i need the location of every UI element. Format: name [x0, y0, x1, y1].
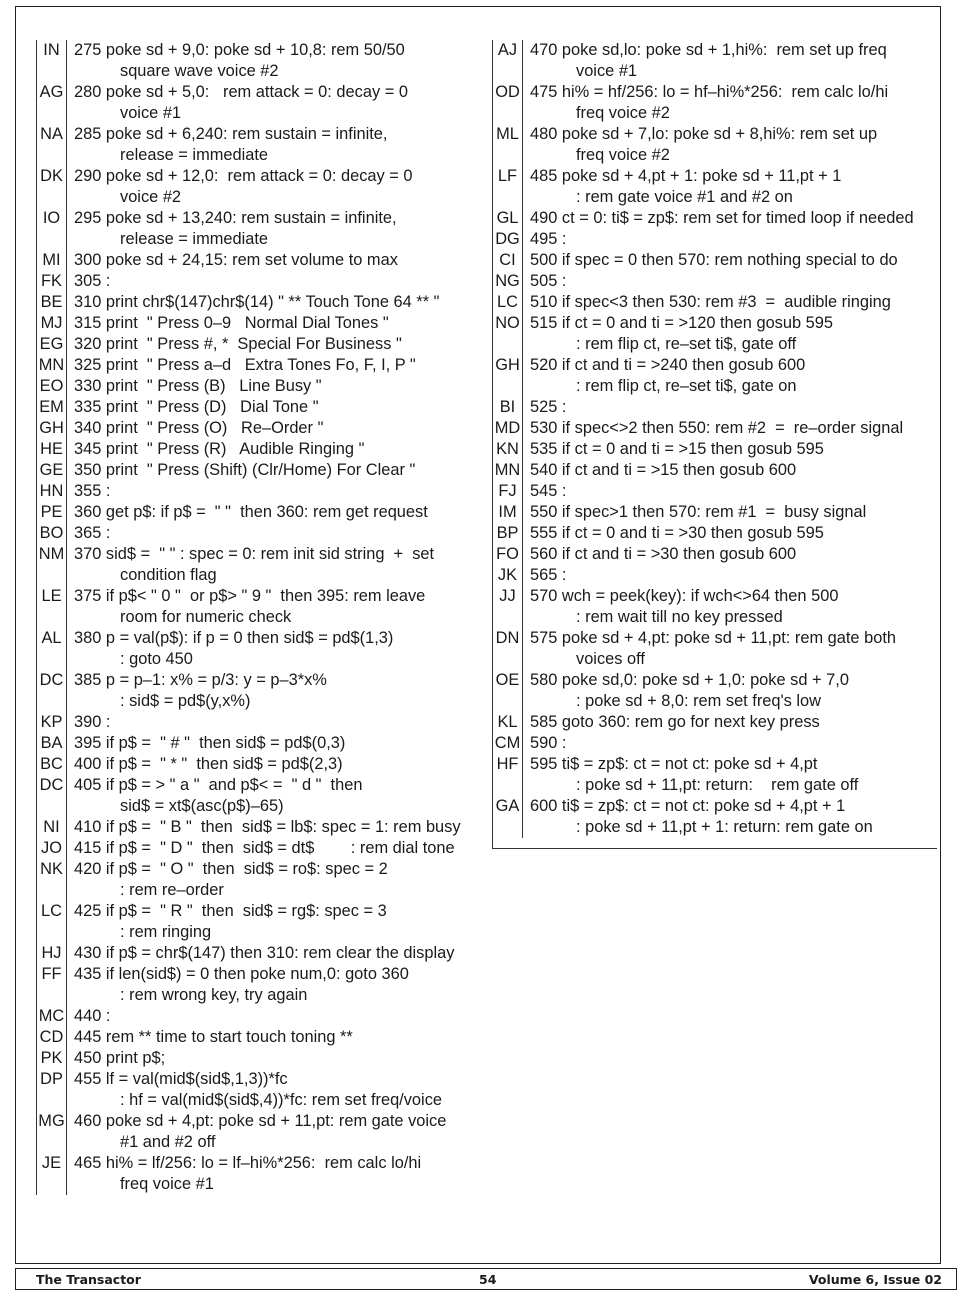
code-line: [523, 271, 937, 292]
code-line: [67, 481, 481, 502]
code-line: [523, 124, 937, 166]
checksum-code: MN: [37, 355, 67, 376]
checksum-code: EO: [37, 376, 67, 397]
checksum-code: NO: [493, 313, 523, 355]
code-line-text: 350 print " Press (Shift) (Clr/Home) For Clear ": [74, 461, 416, 479]
checksum-code: LC: [493, 292, 523, 313]
code-line-text: 275 poke sd + 9,0: poke sd + 10,8: rem 50/50: [74, 41, 405, 59]
checksum-code: GH: [37, 418, 67, 439]
code-line: [67, 670, 481, 712]
code-line: [523, 796, 937, 838]
code-line-text: 310 print chr$(147)chr$(14) " ** Touch Tone 64 ** ": [74, 293, 440, 311]
code-line-text: 585 goto 360: rem go for next key press: [530, 713, 820, 731]
code-line-text: 595 ti$ = zp$: ct = not ct: poke sd + 4,pt: [530, 755, 818, 773]
code-line-continuation: release = immediate: [120, 146, 269, 164]
checksum-code: DP: [37, 1069, 67, 1111]
checksum-code: HN: [37, 481, 67, 502]
checksum-code: JE: [37, 1153, 67, 1195]
code-line-text: 460 poke sd + 4,pt: poke sd + 11,pt: rem gate voice: [74, 1112, 447, 1130]
code-line-text: 420 if p$ = " O " then sid$ = ro$: spec = 2: [74, 860, 388, 878]
code-line: [67, 1069, 481, 1111]
checksum-code: BI: [493, 397, 523, 418]
code-line: [67, 1048, 481, 1069]
code-line-text: 300 poke sd + 24,15: rem set volume to max: [74, 251, 398, 269]
code-line-text: 440 :: [74, 1007, 111, 1025]
code-line-text: 575 poke sd + 4,pt: poke sd + 11,pt: rem gate both: [530, 629, 897, 647]
checksum-code: IM: [493, 502, 523, 523]
code-line: [67, 439, 481, 460]
code-line-text: 565 :: [530, 566, 567, 584]
code-line-text: 555 if ct = 0 and ti = >30 then gosub 595: [530, 524, 824, 542]
checksum-code: LC: [37, 901, 67, 943]
checksum-code: CD: [37, 1027, 67, 1048]
checksum-code: NK: [37, 859, 67, 901]
code-line-text: 415 if p$ = " D " then sid$ = dt$ : rem dial tone: [74, 839, 455, 857]
code-line-text: 550 if spec>1 then 570: rem #1 = busy signal: [530, 503, 867, 521]
code-line: [67, 460, 481, 481]
code-line-text: 365 :: [74, 524, 111, 542]
code-line: [523, 628, 937, 670]
checksum-code: HF: [493, 754, 523, 796]
code-line-continuation: voice #1: [576, 62, 638, 80]
code-line-continuation: release = immediate: [120, 230, 269, 248]
code-line: [67, 628, 481, 670]
checksum-code: IO: [37, 208, 67, 250]
checksum-code: MI: [37, 250, 67, 271]
code-line-text: 335 print " Press (D) Dial Tone ": [74, 398, 319, 416]
checksum-code: DC: [37, 775, 67, 817]
code-line-text: 560 if ct and ti = >30 then gosub 600: [530, 545, 797, 563]
code-line-continuation: : sid$ = pd$(y,x%): [120, 692, 251, 710]
code-line-text: 400 if p$ = " * " then sid$ = pd$(2,3): [74, 755, 343, 773]
code-line: [67, 292, 481, 313]
checksum-code: NA: [37, 124, 67, 166]
code-line-text: 355 :: [74, 482, 111, 500]
code-line: [523, 565, 937, 586]
code-line-continuation: voice #1: [120, 104, 182, 122]
issue-label: Volume 6, Issue 02: [808, 1272, 942, 1287]
code-line: [67, 502, 481, 523]
code-line-text: 525 :: [530, 398, 567, 416]
code-line: [67, 943, 481, 964]
code-line-text: 530 if spec<>2 then 550: rem #2 = re–order signal: [530, 419, 904, 437]
code-line: [67, 817, 481, 838]
checksum-code: HJ: [37, 943, 67, 964]
code-line-text: 470 poke sd,lo: poke sd + 1,hi%: rem set up freq: [530, 41, 887, 59]
page-footer: [15, 1268, 957, 1290]
code-line: [67, 544, 481, 586]
checksum-code: MC: [37, 1006, 67, 1027]
code-line-continuation: sid$ = xt$(asc(p$)–65): [120, 797, 284, 815]
code-line: [67, 712, 481, 733]
code-line: [523, 40, 937, 82]
code-line-text: 360 get p$: if p$ = " " then 360: rem get request: [74, 503, 428, 521]
code-line-continuation: voices off: [576, 650, 645, 668]
checksum-code: NI: [37, 817, 67, 838]
checksum-code: BA: [37, 733, 67, 754]
code-line-continuation: freq voice #1: [120, 1175, 214, 1193]
code-line-continuation: #1 and #2 off: [120, 1133, 216, 1151]
checksum-code: MG: [37, 1111, 67, 1153]
checksum-code: KN: [493, 439, 523, 460]
checksum-code: CM: [493, 733, 523, 754]
checksum-code: JK: [493, 565, 523, 586]
code-line-continuation: square wave voice #2: [120, 62, 279, 80]
code-line-continuation: freq voice #2: [576, 146, 670, 164]
code-line-text: 600 ti$ = zp$: ct = not ct: poke sd + 4,pt + 1: [530, 797, 846, 815]
code-line-text: 475 hi% = hf/256: lo = hf–hi%*256: rem calc lo/hi: [530, 83, 889, 101]
checksum-code: OD: [493, 82, 523, 124]
code-line-continuation: : rem ringing: [120, 923, 212, 941]
code-line-text: 405 if p$ = > " a " and p$< = " d " then: [74, 776, 363, 794]
code-line-text: 485 poke sd + 4,pt + 1: poke sd + 11,pt + 1: [530, 167, 842, 185]
code-line-text: 380 p = val(p$): if p = 0 then sid$ = pd$(1,3): [74, 629, 394, 647]
checksum-code: BP: [493, 523, 523, 544]
code-line: [523, 502, 937, 523]
code-line: [523, 208, 937, 229]
checksum-code: FO: [493, 544, 523, 565]
checksum-code: BO: [37, 523, 67, 544]
code-line-text: 590 :: [530, 734, 567, 752]
code-line: [523, 313, 937, 355]
code-listing-right: [492, 40, 937, 849]
code-line: [67, 523, 481, 544]
code-line-text: 340 print " Press (O) Re–Order ": [74, 419, 324, 437]
code-line: [523, 229, 937, 250]
code-line: [523, 355, 937, 397]
code-line: [67, 82, 481, 124]
checksum-code: FK: [37, 271, 67, 292]
code-line: [67, 334, 481, 355]
checksum-code: OE: [493, 670, 523, 712]
checksum-code: LE: [37, 586, 67, 628]
code-line-text: 495 :: [530, 230, 567, 248]
checksum-code: GE: [37, 460, 67, 481]
code-line-text: 450 print p$;: [74, 1049, 166, 1067]
listing-left-column: [36, 40, 481, 1195]
code-line-text: 505 :: [530, 272, 567, 290]
code-line: [523, 670, 937, 712]
code-line-text: 385 p = p–1: x% = p/3: y = p–3*x%: [74, 671, 327, 689]
code-line-text: 570 wch = peek(key): if wch<>64 then 500: [530, 587, 839, 605]
code-line: [523, 481, 937, 502]
code-line: [67, 376, 481, 397]
code-line: [67, 1111, 481, 1153]
code-line-text: 430 if p$ = chr$(147) then 310: rem clear the display: [74, 944, 455, 962]
code-line-continuation: : poke sd + 11,pt: return: rem gate off: [576, 776, 859, 794]
code-line-continuation: : rem wrong key, try again: [120, 986, 308, 1004]
code-line: [67, 775, 481, 817]
code-line-text: 295 poke sd + 13,240: rem sustain = infinite,: [74, 209, 397, 227]
code-line: [67, 313, 481, 334]
code-line: [67, 586, 481, 628]
code-line-continuation: : poke sd + 8,0: rem set freq's low: [576, 692, 822, 710]
code-line-continuation: : rem flip ct, re–set ti$, gate on: [576, 377, 797, 395]
checksum-code: ML: [493, 124, 523, 166]
checksum-code: HE: [37, 439, 67, 460]
checksum-code: GH: [493, 355, 523, 397]
checksum-code: NM: [37, 544, 67, 586]
checksum-code: EM: [37, 397, 67, 418]
code-line-continuation: : rem gate voice #1 and #2 on: [576, 188, 793, 206]
code-line-continuation: room for numeric check: [120, 608, 292, 626]
checksum-code: NG: [493, 271, 523, 292]
code-line-text: 540 if ct and ti = >15 then gosub 600: [530, 461, 797, 479]
code-line: [523, 586, 937, 628]
code-line: [523, 439, 937, 460]
checksum-code: FJ: [493, 481, 523, 502]
code-line: [67, 1006, 481, 1027]
code-line-continuation: : rem wait till no key pressed: [576, 608, 783, 626]
publication-name: The Transactor: [36, 1272, 141, 1287]
page-number: 54: [479, 1272, 497, 1287]
code-line-text: 455 lf = val(mid$(sid$,1,3))*fc: [74, 1070, 288, 1088]
code-line-continuation: : rem flip ct, re–set ti$, gate off: [576, 335, 797, 353]
code-line-text: 325 print " Press a–d Extra Tones Fo, F, I, P ": [74, 356, 416, 374]
code-line: [523, 82, 937, 124]
code-line-text: 510 if spec<3 then 530: rem #3 = audible ringing: [530, 293, 891, 311]
code-line: [523, 250, 937, 271]
checksum-code: AG: [37, 82, 67, 124]
code-line-text: 490 ct = 0: ti$ = zp$: rem set for timed loop if needed: [530, 209, 914, 227]
code-line-continuation: : hf = val(mid$(sid$,4))*fc: rem set freq/voice: [120, 1091, 443, 1109]
code-line: [67, 1027, 481, 1048]
code-line: [67, 208, 481, 250]
checksum-code: DN: [493, 628, 523, 670]
code-line: [523, 166, 937, 208]
code-line-text: 580 poke sd,0: poke sd + 1,0: poke sd + 7,0: [530, 671, 849, 689]
code-line: [523, 733, 937, 754]
code-line-continuation: condition flag: [120, 566, 217, 584]
code-line-text: 515 if ct = 0 and ti = >120 then gosub 595: [530, 314, 834, 332]
code-line-text: 435 if len(sid$) = 0 then poke num,0: goto 360: [74, 965, 409, 983]
code-line: [523, 523, 937, 544]
checksum-code: MN: [493, 460, 523, 481]
checksum-code: DG: [493, 229, 523, 250]
code-line: [67, 397, 481, 418]
checksum-code: KL: [493, 712, 523, 733]
code-line: [67, 124, 481, 166]
checksum-code: BE: [37, 292, 67, 313]
code-line-text: 520 if ct and ti = >240 then gosub 600: [530, 356, 806, 374]
checksum-code: FF: [37, 964, 67, 1006]
code-line-text: 410 if p$ = " B " then sid$ = lb$: spec = 1: rem busy: [74, 818, 461, 836]
checksum-code: MD: [493, 418, 523, 439]
code-line: [67, 859, 481, 901]
code-line-text: 370 sid$ = " " : spec = 0: rem init sid string + set: [74, 545, 435, 563]
code-line-text: 285 poke sd + 6,240: rem sustain = infinite,: [74, 125, 388, 143]
code-line: [67, 901, 481, 943]
code-line: [67, 40, 481, 82]
checksum-code: GL: [493, 208, 523, 229]
checksum-code: DC: [37, 670, 67, 712]
code-line-text: 465 hi% = lf/256: lo = lf–hi%*256: rem calc lo/hi: [74, 1154, 422, 1172]
code-line: [523, 754, 937, 796]
code-line-text: 330 print " Press (B) Line Busy ": [74, 377, 322, 395]
checksum-code: DK: [37, 166, 67, 208]
code-line-text: 500 if spec = 0 then 570: rem nothing special to do: [530, 251, 898, 269]
code-line: [67, 418, 481, 439]
checksum-code: KP: [37, 712, 67, 733]
checksum-code: EG: [37, 334, 67, 355]
code-line-text: 280 poke sd + 5,0: rem attack = 0: decay = 0: [74, 83, 408, 101]
code-line-continuation: freq voice #2: [576, 104, 670, 122]
checksum-code: JJ: [493, 586, 523, 628]
code-line: [67, 355, 481, 376]
checksum-code: AL: [37, 628, 67, 670]
code-line-text: 535 if ct = 0 and ti = >15 then gosub 595: [530, 440, 824, 458]
code-line-text: 425 if p$ = " R " then sid$ = rg$: spec = 3: [74, 902, 387, 920]
checksum-code: IN: [37, 40, 67, 82]
checksum-code: PK: [37, 1048, 67, 1069]
code-line-text: 320 print " Press #, * Special For Business ": [74, 335, 402, 353]
code-line-text: 315 print " Press 0–9 Normal Dial Tones ": [74, 314, 389, 332]
code-line-text: 345 print " Press (R) Audible Ringing ": [74, 440, 365, 458]
checksum-code: AJ: [493, 40, 523, 82]
code-line: [523, 292, 937, 313]
code-line: [523, 460, 937, 481]
code-line-text: 305 :: [74, 272, 111, 290]
code-line: [67, 754, 481, 775]
code-line-text: 375 if p$< " 0 " or p$> " 9 " then 395: rem leave: [74, 587, 426, 605]
code-line: [67, 166, 481, 208]
code-line-text: 545 :: [530, 482, 567, 500]
checksum-code: CI: [493, 250, 523, 271]
code-line-continuation: : rem re–order: [120, 881, 224, 899]
code-line: [67, 838, 481, 859]
checksum-code: BC: [37, 754, 67, 775]
code-line: [67, 1153, 481, 1195]
code-line: [67, 733, 481, 754]
code-line: [523, 397, 937, 418]
code-line: [523, 712, 937, 733]
listing-right-column: [492, 40, 937, 849]
code-line-text: 480 poke sd + 7,lo: poke sd + 8,hi%: rem set up: [530, 125, 878, 143]
checksum-code: PE: [37, 502, 67, 523]
code-line: [67, 271, 481, 292]
code-line-continuation: : poke sd + 11,pt + 1: return: rem gate on: [576, 818, 873, 836]
checksum-code: GA: [493, 796, 523, 838]
code-line-continuation: voice #2: [120, 188, 182, 206]
code-line-text: 445 rem ** time to start touch toning **: [74, 1028, 353, 1046]
code-line-text: 395 if p$ = " # " then sid$ = pd$(0,3): [74, 734, 346, 752]
checksum-code: LF: [493, 166, 523, 208]
code-line-text: 390 :: [74, 713, 111, 731]
code-listing-left: [36, 40, 481, 1195]
code-line-continuation: : goto 450: [120, 650, 193, 668]
checksum-code: MJ: [37, 313, 67, 334]
code-line: [67, 964, 481, 1006]
checksum-code: JO: [37, 838, 67, 859]
code-line: [523, 418, 937, 439]
code-line: [523, 544, 937, 565]
code-line: [67, 250, 481, 271]
code-line-text: 290 poke sd + 12,0: rem attack = 0: decay = 0: [74, 167, 413, 185]
